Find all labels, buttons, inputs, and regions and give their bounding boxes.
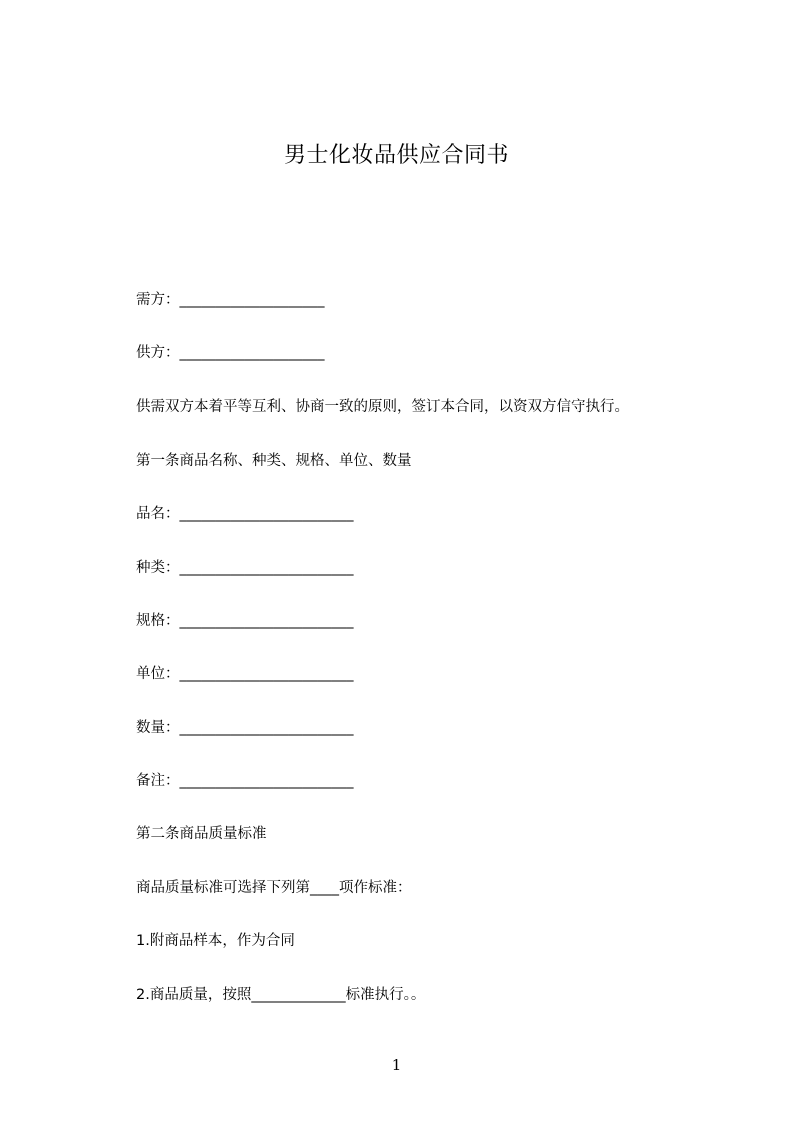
preamble-paragraph: 供需双方本着平等互利、协商一致的原则，签订本合同，以资双方信守执行。 bbox=[136, 399, 629, 415]
quality-option-2: 2.商品质量，按照_____________标准执行。。 bbox=[136, 987, 426, 1003]
product-spec-field: 规格：________________________ bbox=[136, 613, 354, 629]
document-title: 男士化妆品供应合同书 bbox=[283, 143, 509, 168]
product-type-field: 种类：________________________ bbox=[136, 560, 354, 576]
article-1-heading: 第一条商品名称、种类、规格、单位、数量 bbox=[136, 453, 412, 469]
article-2-heading: 第二条商品质量标准 bbox=[136, 826, 267, 842]
page-number: 1 bbox=[391, 1056, 402, 1074]
supplier-line: 供方：____________________ bbox=[136, 345, 325, 361]
product-name-field: 品名：________________________ bbox=[136, 506, 354, 522]
product-quantity-field: 数量：________________________ bbox=[136, 720, 354, 736]
quality-option-1: 1.附商品样本，作为合同 bbox=[136, 933, 295, 949]
product-unit-field: 单位：________________________ bbox=[136, 666, 354, 682]
quality-standard-choice: 商品质量标准可选择下列第____项作标准： bbox=[136, 880, 412, 896]
remarks-field: 备注：________________________ bbox=[136, 773, 354, 789]
buyer-line: 需方：____________________ bbox=[136, 292, 325, 308]
